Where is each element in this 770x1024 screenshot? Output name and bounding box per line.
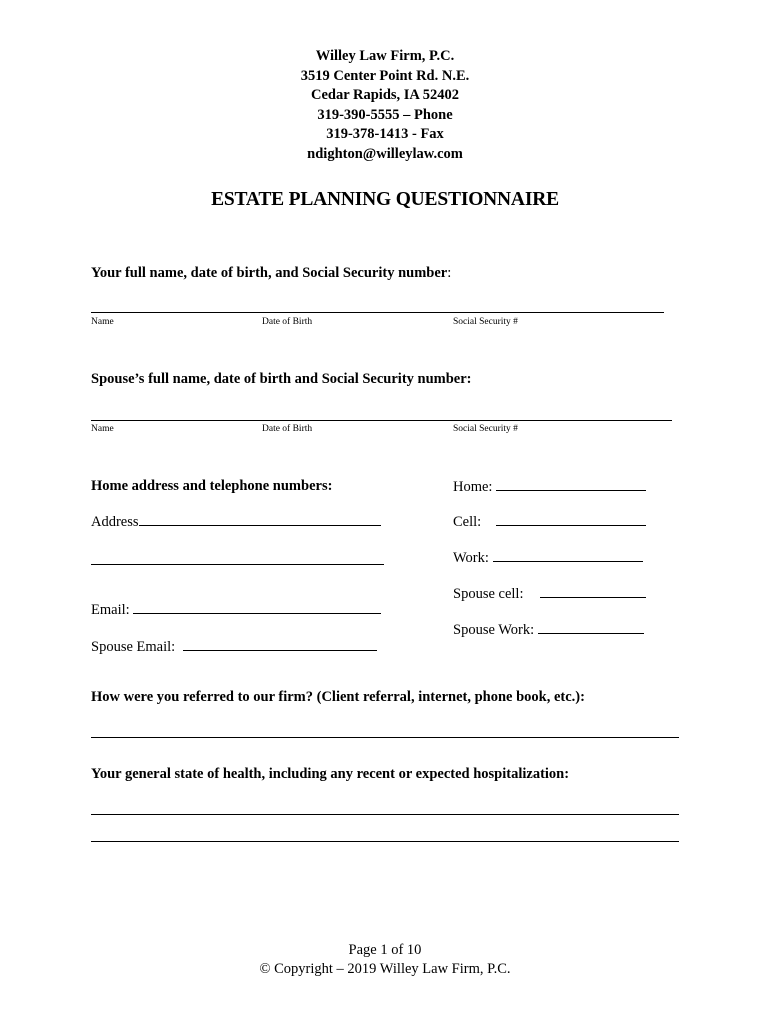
contact-heading: Home address and telephone numbers:	[91, 478, 333, 494]
q3-answer-line[interactable]	[91, 737, 679, 738]
cell-label: Cell:	[453, 514, 482, 530]
firm-phone: 319-390-5555 – Phone	[317, 106, 453, 123]
cell-phone-line[interactable]	[496, 513, 646, 526]
q2-col-name: Name	[91, 424, 114, 434]
letterhead	[0, 47, 770, 164]
q1-col-ssn: Social Security #	[453, 317, 518, 327]
home-label: Home:	[453, 479, 493, 495]
address-line-1[interactable]	[139, 513, 381, 526]
spouse-cell-line[interactable]	[540, 585, 646, 598]
q1-colon: :	[447, 265, 452, 281]
cell-phone-row	[453, 513, 646, 531]
q1-answer-line[interactable]	[91, 312, 664, 313]
firm-name: Willey Law Firm, P.C.	[315, 48, 455, 64]
spouse-email-row	[91, 638, 377, 656]
spouse-work-row	[453, 621, 644, 639]
home-phone-row	[453, 478, 646, 496]
page-number: Page 1 of 10	[348, 942, 422, 958]
spouse-email-label: Spouse Email:	[91, 639, 176, 655]
q1-question	[91, 264, 451, 282]
q1-label: Your full name, date of birth, and Social Security number	[91, 265, 448, 281]
q2-label: Spouse’s full name, date of birth and Social Security number:	[91, 371, 472, 387]
q1-col-dob: Date of Birth	[262, 317, 313, 327]
address-row	[91, 513, 381, 531]
home-phone-line[interactable]	[496, 478, 646, 491]
q3-label: How were you referred to our firm? (Client referral, internet, phone book, etc.):	[91, 689, 585, 705]
spouse-work-line[interactable]	[538, 621, 644, 634]
spouse-work-label: Spouse Work:	[453, 622, 535, 638]
page-footer	[0, 941, 770, 979]
spouse-cell-label: Spouse cell:	[453, 586, 524, 602]
work-label: Work:	[453, 550, 489, 566]
spouse-email-line[interactable]	[183, 638, 377, 651]
copyright: © Copyright – 2019 Willey Law Firm, P.C.	[259, 961, 511, 977]
firm-email: ndighton@willeylaw.com	[307, 145, 463, 162]
q2-col-ssn: Social Security #	[453, 424, 518, 434]
q1-col-name: Name	[91, 317, 114, 327]
firm-street: 3519 Center Point Rd. N.E.	[300, 67, 470, 84]
email-line[interactable]	[133, 601, 381, 614]
spouse-cell-row	[453, 585, 646, 603]
document-title: ESTATE PLANNING QUESTIONNAIRE	[211, 189, 559, 210]
email-row	[91, 601, 381, 619]
firm-city: Cedar Rapids, IA 52402	[311, 87, 459, 103]
address-line-2[interactable]	[91, 564, 384, 565]
firm-fax: 319-378-1413 - Fax	[326, 126, 444, 142]
q4-answer-line-2[interactable]	[91, 841, 679, 842]
q2-answer-line[interactable]	[91, 420, 672, 421]
address-label: Address	[91, 514, 139, 530]
email-label: Email:	[91, 602, 130, 618]
q4-answer-line-1[interactable]	[91, 814, 679, 815]
work-phone-row	[453, 549, 643, 567]
q4-label: Your general state of health, including any recent or expected hospitalization:	[91, 766, 570, 782]
work-phone-line[interactable]	[493, 549, 643, 562]
q2-col-dob: Date of Birth	[262, 424, 313, 434]
